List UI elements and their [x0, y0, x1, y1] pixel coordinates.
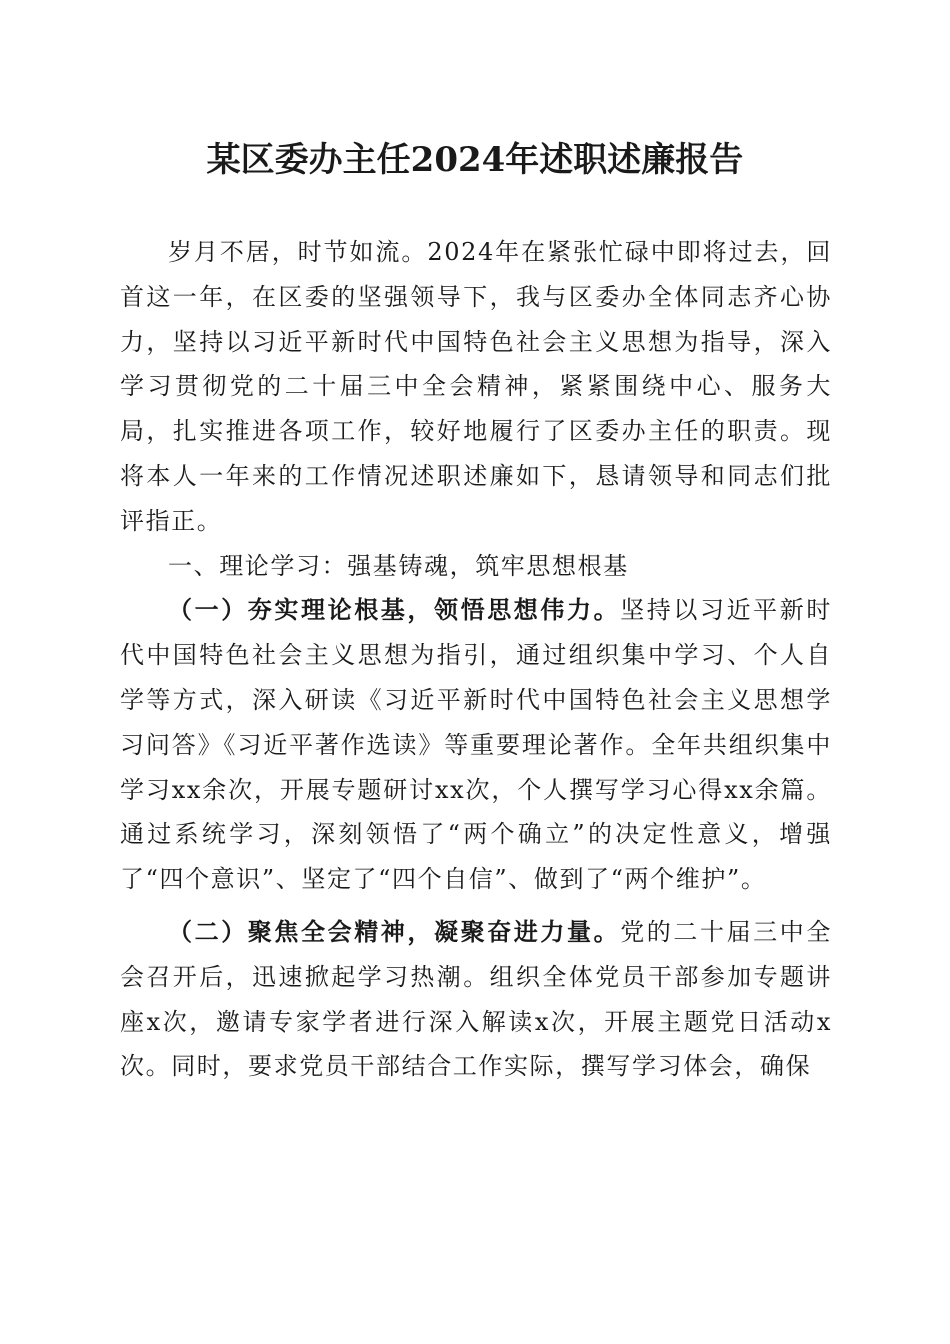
subsection-paragraph-2	[120, 910, 832, 1089]
subsection-lead-2: （二）聚焦全会精神，凝聚奋进力量。	[168, 916, 621, 946]
subsection-lead-1: （一）夯实理论根基，领悟思想伟力。	[168, 595, 621, 625]
subsection-text-1: 坚持以习近平新时代中国特色社会主义思想为指引，通过组织集中学习、个人自学等方式，深入研读《习近平新时代中国特色社会主义思想学习问答》《习近平著作选读》等重要理论著作。全年共组织集中学习xx余次，开展专题研讨xx次，个人撰写学习心得xx余篇。通过系统学习，深刻领悟了“两个确立”的决定性意义，增强了“四个意识”、坚定了“四个自信”、做到了“两个维护”。	[120, 596, 832, 894]
section-heading-theory-study: 一、理论学习：强基铸魂，筑牢思想根基	[168, 551, 629, 580]
subsection-paragraph-1	[120, 588, 832, 902]
intro-paragraph: 岁月不居，时节如流。2024年在紧张忙碌中即将过去，回首这一年，在区委的坚强领导下，我与区委办全体同志齐心协力，坚持以习近平新时代中国特色社会主义思想为指导，深入学习贯彻党的二十届三中全会精神，紧紧围绕中心、服务大局，扎实推进各项工作，较好地履行了区委办主任的职责。现将本人一年来的工作情况述职述廉如下，恳请领导和同志们批评指正。	[120, 238, 832, 535]
subsection-text-2: 党的二十届三中全会召开后，迅速掀起学习热潮。组织全体党员干部参加专题讲座x次，邀请专家学者进行深入解读x次，开展主题党日活动x次。同时，要求党员干部结合工作实际，撰写学习体会，确保	[120, 917, 832, 1081]
paragraph-gap	[120, 902, 832, 910]
document-title: 某区委办主任2024年述职述廉报告	[206, 140, 744, 180]
document-body	[120, 230, 832, 1089]
